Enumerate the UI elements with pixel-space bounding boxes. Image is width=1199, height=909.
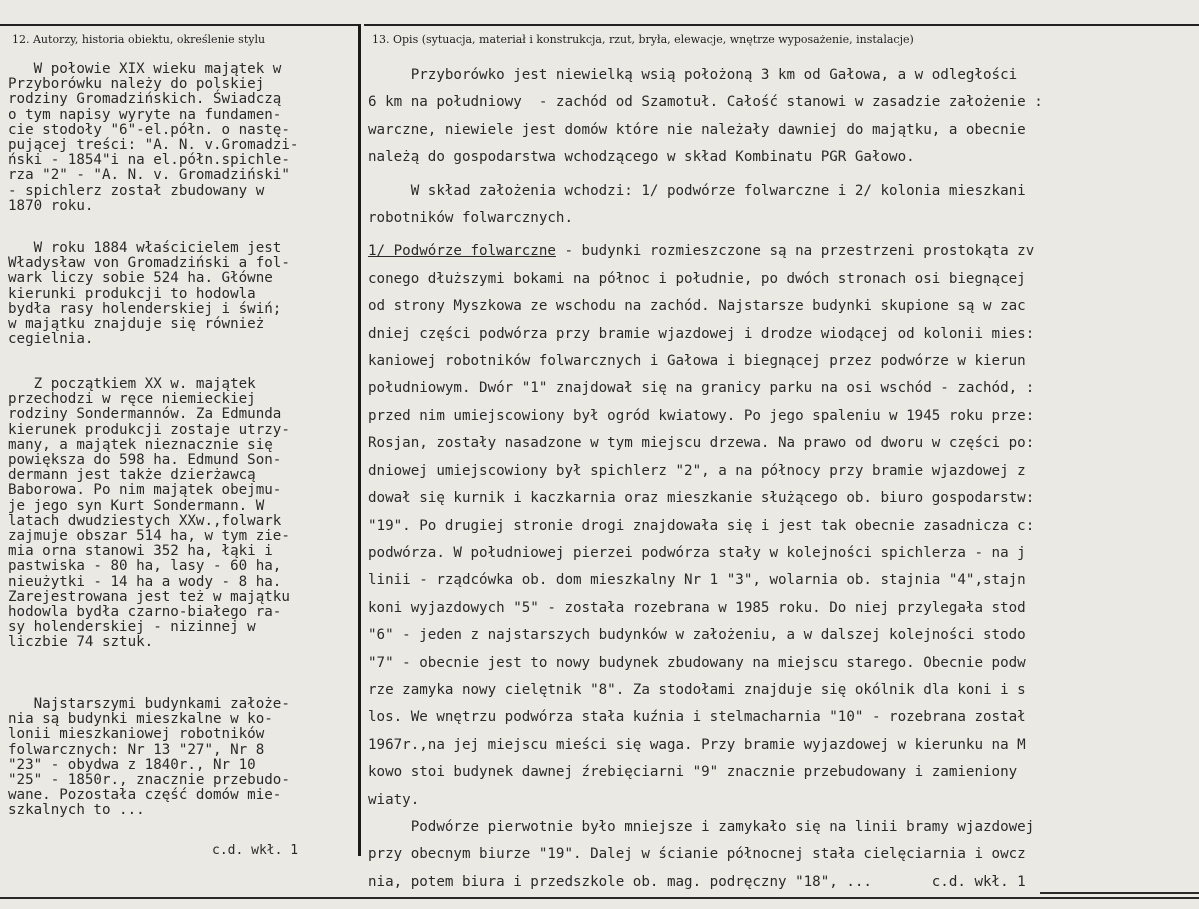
section-13-header: 13. Opis (sytuacja, materiał i konstrukcja, rzut, bryła, elewacje, wnętrze wyposażenie, instalacje)	[372, 33, 914, 46]
text-line: many, a majątek nieznacznie się	[8, 436, 273, 453]
text-line: "25" - 1850r., znacznie przebudo-	[8, 772, 290, 789]
text-line: robotników folwarcznych.	[368, 210, 573, 227]
text-line: kierunek produkcji zostaje utrzy-	[8, 421, 290, 438]
text-line: "23" - obydwa z 1840r., Nr 10	[8, 756, 256, 773]
text-line: przy obecnym biurze "19". Dalej w ścianie północnej stała cielęciarnia i owcz	[368, 846, 1026, 863]
text-line: warczne, niewiele jest domów które nie należały dawniej do majątku, a obecnie	[368, 121, 1026, 138]
text-line: 1870 roku.	[8, 197, 94, 214]
text-line: podwórza. W południowej pierzei podwórza stały w kolejności spichlerza - na j	[368, 544, 1026, 561]
text-line: 6 km na południowy - zachód od Szamotuł. Całość stanowi w zasadzie założenie :	[368, 94, 1043, 111]
text-line	[368, 238, 1043, 265]
text-line: nieużytki - 14 ha a wody - 8 ha.	[8, 573, 282, 590]
text-line: Przyborówku należy do polskiej	[8, 76, 265, 93]
text-line: nia są budynki mieszkalne w ko-	[8, 711, 273, 728]
text-line: Przyborówko jest niewielką wsią położoną 3 km od Gałowa, a w odległości	[368, 67, 1018, 83]
text-line: dermann jest także dzierżawcą	[8, 467, 256, 484]
text-line: "6" - jeden z najstarszych budynków w założeniu, a w dalszej kolejności stodo	[368, 627, 1026, 644]
text-line: bydła rasy holenderskiej i świń;	[8, 300, 282, 317]
text-line: mia orna stanowi 352 ha, łąki i	[8, 543, 273, 560]
text-line: koni wyjazdowych "5" - została rozebrana w 1985 roku. Do niej przylegała stod	[368, 599, 1026, 616]
text-line: linii - rządcówka ob. dom mieszkalny Nr 1 "3", wolarnia ob. stajnia "4",stajn	[368, 572, 1026, 589]
text-line: dniowej umiejscowiony był spichlerz "2", a na północy przy bramie wjazdowej z	[368, 462, 1026, 479]
bottom-rule-mark	[1040, 892, 1199, 894]
text-line: rodziny Gromadzińskich. Świadczą	[8, 91, 282, 108]
text-line: kierunki produkcji to hodowla	[8, 285, 256, 302]
text-line: o tym napisy wyryte na fundamen-	[8, 106, 282, 123]
text-line: rze zamyka nowy cielętnik "8". Za stodołami znajduje się okólnik dla koni i s	[368, 681, 1026, 698]
text-line: należą do gospodarstwa wchodzącego w skład Kombinatu PGR Gałowo.	[368, 149, 915, 166]
description-text	[368, 62, 1043, 896]
text-line: lonii mieszkaniowej robotników	[8, 726, 265, 743]
text-line: zajmuje obszar 514 ha, w tym zie-	[8, 528, 290, 545]
text-line: rza "2" - "A. N. v. Gromadziński"	[8, 167, 290, 184]
text-line: los. We wnętrzu podwórza stała kuźnia i stelmacharnia "10" - rozebrana został	[368, 709, 1026, 726]
text-line: Władysław von Gromadziński a fol-	[8, 255, 290, 272]
text-line: powiększa do 598 ha. Edmund Son-	[8, 452, 282, 469]
section-heading-courtyard: 1/ Podwórze folwarczne	[368, 243, 556, 260]
text-line: kaniowej robotników folwarcznych i Gałowa i biegnącej przez podwórze w kierun	[368, 353, 1026, 370]
text-line: przed nim umiejscowiony był ogród kwiatowy. Po jego spaleniu w 1945 roku prze:	[368, 407, 1035, 424]
text-line: folwarcznych: Nr 13 "27", Nr 8	[8, 741, 265, 758]
text-line: dował się kurnik i kaczkarnia oraz mieszkanie służącego ob. biuro gospodarstw:	[368, 490, 1035, 507]
continued-note-left: c.d. wkł. 1	[212, 843, 299, 858]
text-line: "19". Po drugiej stronie drogi znajdowała się i jest tak obecnie zasadnicza c:	[368, 517, 1035, 534]
text-line: conego dłuższymi bokami na północ i południe, po dwóch stronach osi biegnącej	[368, 270, 1026, 287]
text-line: pastwiska - 80 ha, lasy - 60 ha,	[8, 558, 282, 575]
text-line: Z początkiem XX w. majątek	[8, 376, 256, 392]
section-12-header: 12. Autorzy, historia obiektu, określenie stylu	[12, 33, 266, 46]
text-line: wark liczy sobie 524 ha. Główne	[8, 270, 273, 287]
text-line: Zarejestrowana jest też w majątku	[8, 588, 290, 605]
text-line: Podwórze pierwotnie było mniejsze i zamykało się na linii bramy wjazdowej	[368, 818, 1035, 835]
text-line: cegielnia.	[8, 331, 94, 348]
text-line: wane. Pozostała część domów mie-	[8, 787, 282, 804]
text-line: "7" - obecnie jest to nowy budynek zbudowany na miejscu starego. Obecnie podw	[368, 654, 1026, 671]
text-line: wiaty.	[368, 791, 420, 808]
text-line: szkalnych to ...	[8, 802, 145, 819]
text-line: W skład założenia wchodzi: 1/ podwórze folwarczne i 2/ kolonia mieszkani	[368, 182, 1026, 199]
text-line: ński - 1854"i na el.półn.spichle-	[8, 152, 290, 169]
text-line: Baborowa. Po nim majątek obejmu-	[8, 482, 282, 499]
text-line: przechodzi w ręce niemieckiej	[8, 391, 256, 408]
text-line: W roku 1884 właścicielem jest	[8, 240, 282, 256]
text-line: kowo stoi budynek dawnej źrebięciarni "9" znacznie przebudowany i zamieniony	[368, 764, 1018, 781]
text-line: pującej treści: "A. N. v.Gromadzi-	[8, 137, 299, 154]
text-line: cie stodoły "6"-el.półn. o nastę-	[8, 121, 290, 138]
text-line: Najstarszymi budynkami założe-	[8, 696, 290, 712]
text-line: w majątku znajduje się również	[8, 316, 265, 333]
text-line: - spichlerz został zbudowany w	[8, 182, 265, 199]
text-line: W połowie XIX wieku majątek w	[8, 61, 282, 77]
text-line: hodowla bydła czarno-białego ra-	[8, 604, 282, 621]
text-line: dniej części podwórza przy bramie wjazdowej i drodze wiodącej od kolonii mies:	[368, 325, 1035, 342]
text-line: nia, potem biura i przedszkole ob. mag. podręczny "18", ... c.d. wkł. 1	[368, 873, 1026, 890]
text-line: od strony Myszkowa ze wschodu na zachód. Najstarsze budynki skupione są w zac	[368, 298, 1026, 315]
text-line: je jego syn Kurt Sondermann. W	[8, 497, 265, 514]
bottom-rule	[0, 897, 1199, 899]
text-line: liczbie 74 sztuk.	[8, 634, 154, 651]
text-line: sy holenderskiej - nizinnej w	[8, 619, 256, 636]
text-line: 1967r.,na jej miejscu mieści się waga. Przy bramie wyjazdowej w kierunku na M	[368, 736, 1026, 753]
text-line: południowym. Dwór "1" znajdował się na granicy parku na osi wschód - zachód, :	[368, 380, 1035, 397]
text-line: latach dwudziestych XXw.,folwark	[8, 512, 282, 529]
text-line: Rosjan, zostały nasadzone w tym miejscu drzewa. Na prawo od dworu w części po:	[368, 435, 1035, 452]
text-line: rodziny Sondermannów. Za Edmunda	[8, 406, 282, 423]
text-line-rest: - budynki rozmieszczone są na przestrzeni prostokąta zv	[555, 243, 1035, 260]
